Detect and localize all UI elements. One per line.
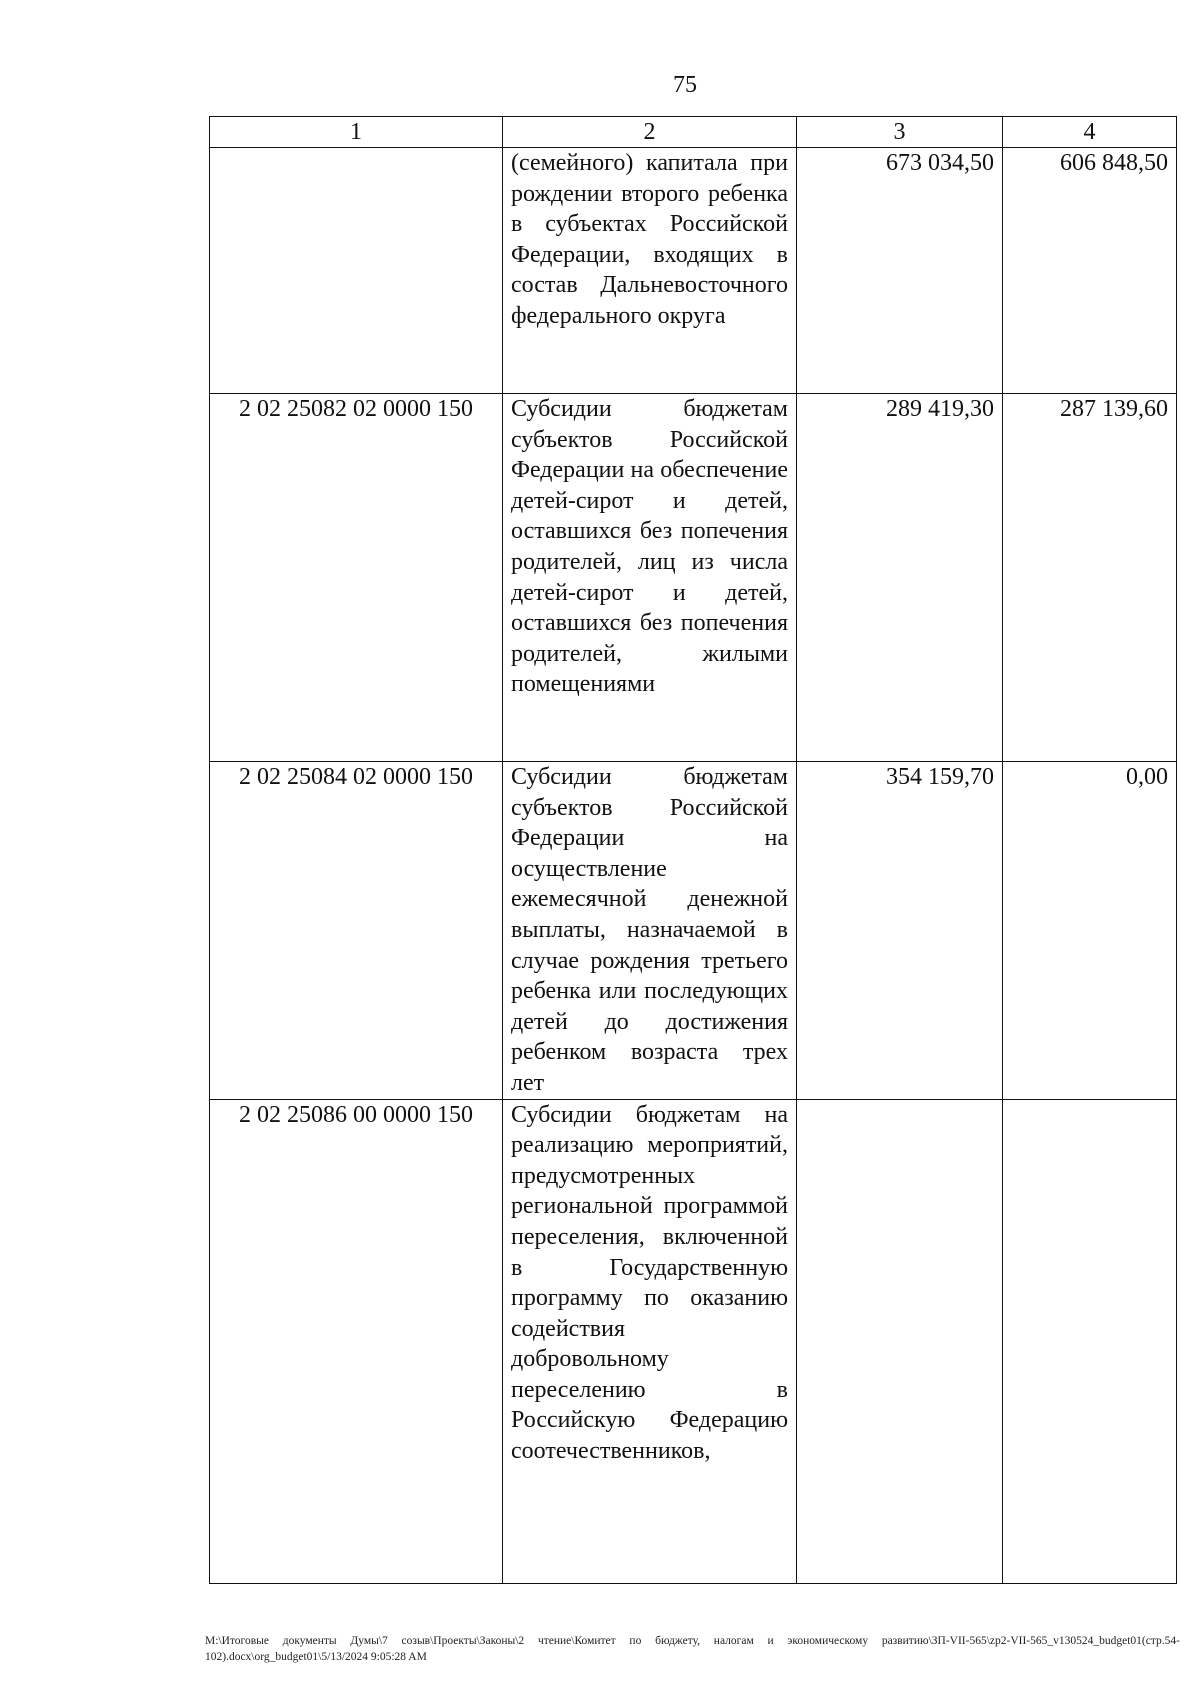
amount-col3-cell: 289 419,30 [797, 394, 1003, 762]
amount-col3-cell: 673 034,50 [797, 148, 1003, 394]
column-header-2: 2 [503, 117, 797, 148]
income-code-cell [210, 148, 503, 394]
table-row [210, 1099, 1177, 1583]
table-row [210, 148, 1177, 394]
description-cell: Субсидии бюджетам субъектов Российской Федерации на обеспечение детей-сирот и детей, оставшихся без попечения родителей, лиц из числа детей-сирот и детей, оставшихся без попечения родителей, жилыми помещениями [503, 394, 797, 762]
amount-col4-cell: 287 139,60 [1003, 394, 1177, 762]
budget-table [209, 116, 1177, 1584]
column-header-1: 1 [210, 117, 503, 148]
amount-col4-cell: 0,00 [1003, 762, 1177, 1100]
page-number: 75 [673, 72, 697, 98]
amount-col3-cell: 354 159,70 [797, 762, 1003, 1100]
description-cell: Субсидии бюджетам субъектов Российской Федерации на осуществление ежемесячной денежной выплаты, назначаемой в случае рождения третьего ребенка или последующих детей до достижения ребенком возраста трех лет [503, 762, 797, 1100]
table-row [210, 394, 1177, 762]
description-cell: (семейного) капитала при рождении второго ребенка в субъектах Российской Федерации, входящих в состав Дальневосточного федерального округа [503, 148, 797, 394]
income-code-cell: 2 02 25084 02 0000 150 [210, 762, 503, 1100]
column-header-4: 4 [1003, 117, 1177, 148]
table-header-row [210, 117, 1177, 148]
document-path-footer: M:\Итоговые документы Думы\7 созыв\Проекты\Законы\2 чтение\Комитет по бюджету, налогам и экономическому развитию\ЗП-VII-565\zp2-VII-565_v130524_budget01(стр.54-102).docx\org_budget01\5/13/2024 9:05:28 AM [205, 1635, 1180, 1663]
amount-col3-cell [797, 1099, 1003, 1583]
table-row [210, 762, 1177, 1100]
income-code-cell: 2 02 25086 00 0000 150 [210, 1099, 503, 1583]
description-cell: Субсидии бюджетам на реализацию мероприятий, предусмотренных региональной программой переселения, включенной в Государственную программу по оказанию содействия добровольному переселению в Российскую Федерацию соотечественников, [503, 1099, 797, 1583]
amount-col4-cell [1003, 1099, 1177, 1583]
column-header-3: 3 [797, 117, 1003, 148]
income-code-cell: 2 02 25082 02 0000 150 [210, 394, 503, 762]
amount-col4-cell: 606 848,50 [1003, 148, 1177, 394]
